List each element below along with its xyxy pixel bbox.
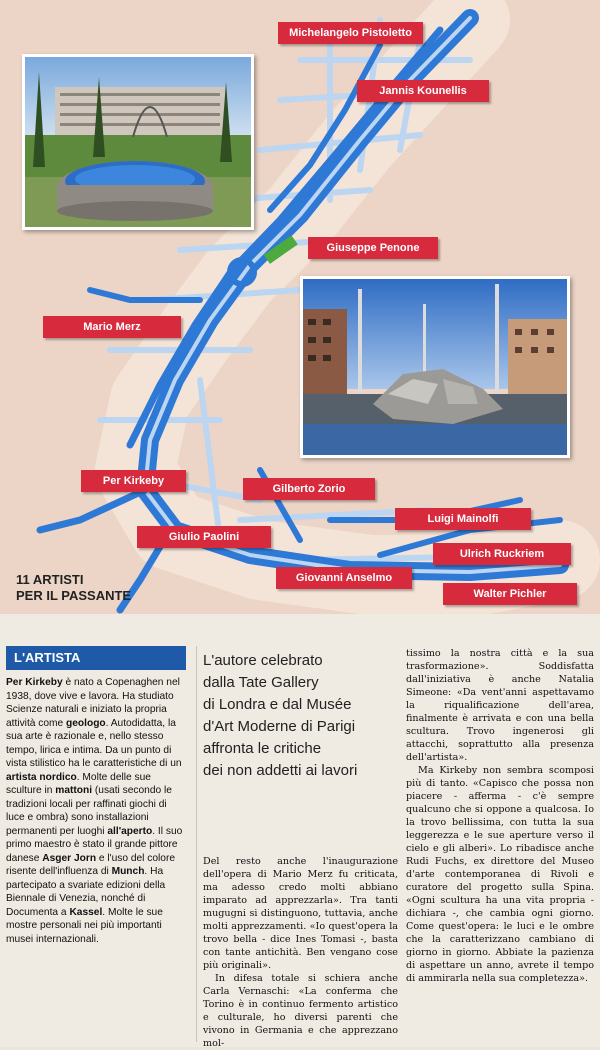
bio-highlight: Kassel [69, 906, 103, 918]
bio-text-run: . Il suo primo maestro è stato il grande pittore danese [6, 825, 183, 864]
bio-text-run: . Autodidatta, la sua arte è razionale e, nello stesso tempo, lirica e intima. Da un punto di vista stilistico ha le caratteristiche di un [6, 717, 182, 769]
bio-text-run: . Molte le sue mostre personali nei più importanti musei internazionali. [6, 906, 163, 945]
article-paragraph: In difesa totale si schiera anche Carla Vernaschi: «La conferma che Torino è in continuo fermento artistico e culturale, ho diversi parenti che vivono in Germania e che apprezzano mol- [203, 973, 398, 1049]
article-column-right [406, 647, 594, 985]
column-divider [196, 646, 197, 1042]
photo-park-fountain [22, 54, 254, 230]
bio-text-run: e l'uso del colore risente dell'influenza di [6, 852, 176, 877]
map-title [16, 572, 131, 604]
artist-label-pichler: Walter Pichler [443, 583, 577, 605]
article-paragraph: tissimo la nostra città e la sua trasformazione». Soddisfatta dall'iniziativa è anche Natalia Simeone: «Da vent'anni aspettavamo la riqualificazione dell'area, finalmente è arrivata e con una bella scultura. Trovo ingenerosi gli attacchi, soprattutto alla presenza dell'artista». [406, 648, 594, 763]
bio-highlight: artista nordico [6, 771, 77, 783]
subtitle-line: dalla Tate Gallery [203, 674, 319, 691]
bio-text-run: . Molte delle sue sculture in [6, 771, 151, 796]
bio-highlight: Per Kirkeby [6, 677, 63, 688]
artist-label-anselmo: Giovanni Anselmo [276, 567, 412, 589]
subtitle-line: L'autore celebrato [203, 652, 323, 669]
bio-text-run: è nato a Copenaghen nel 1938, dove vive e lavora. Ha studiato Scienze naturali e iniziato la propria attività come [6, 677, 180, 729]
artist-bio [6, 676, 186, 946]
artist-label-merz: Mario Merz [43, 316, 181, 338]
artist-label-kirkeby: Per Kirkeby [81, 470, 186, 492]
artist-label-kounellis: Jannis Kounellis [357, 80, 489, 102]
artist-label-ruckriem: Ulrich Ruckriem [433, 543, 571, 565]
artist-label-zorio: Gilberto Zorio [243, 478, 375, 500]
bio-highlight: all'aperto [107, 825, 153, 837]
article-paragraph: Del resto anche l'inaugurazione dell'opera di Mario Merz fu criticata, ma adesso credo molti abbiano imparato ad apprezzarla». Tra tanti mugugni si distinguono, tuttavia, anche molti apprezzamenti. «Io quest'opera la trovo bella - dice Ines Tomasi -, basta con tante antichità. Ben vengano cose più originali». [203, 856, 398, 971]
subtitle-line: dei non addetti ai lavori [203, 762, 358, 779]
map-title-line: PER IL PASSANTE [16, 588, 132, 603]
artist-label-paolini: Giulio Paolini [137, 526, 271, 548]
bio-highlight: Munch [111, 866, 145, 877]
artist-bio-text [6, 676, 186, 946]
artist-label-pistoletto: Michelangelo Pistoletto [278, 22, 423, 44]
artist-label-mainolfi: Luigi Mainolfi [395, 508, 531, 530]
bio-highlight: mattoni [55, 785, 93, 796]
bio-highlight: geologo [66, 717, 106, 729]
article-paragraph: Ma Kirkeby non sembra scomposi più di tanto. «Capisco che possa non piacere - afferma - c'è sempre qualcuno che si oppone a qualcosa. Io la trovo bellissima, con tutta la sua leggerezza e le sue aperture verso il cielo e gli alberi». Lo ribadisce anche Rudi Fuchs, ex direttore del Museo d'arte contemporanea di Rivoli e curatore del progetto sulla Spina. «Ogni scultura ha una vita propria - dichiara -, che cambia ogni giorno. Come quest'opera: le luci e le ombre che la caratterizzano cambiano di giorno in giorno. Abbiate la pazienza di aspettare un anno, avrete il tempo di ammirarla nella sua completezza». [406, 765, 594, 984]
subtitle-line: affronta le critiche [203, 740, 322, 757]
subtitle-line: di Londra e dal Musée [203, 696, 352, 713]
bio-highlight: Asger Jorn [42, 852, 97, 864]
map-title-line: 11 ARTISTI [16, 572, 84, 587]
photo-sculpture-square [300, 276, 570, 458]
article-column-middle [203, 855, 398, 1050]
artist-label-penone: Giuseppe Penone [308, 237, 438, 259]
sidebar-heading: L'ARTISTA [6, 646, 186, 670]
bio-text-run: (usati secondo le tradizioni locali per raffinati giochi di luce e ombra) sono installazioni permanenti per luoghi [6, 785, 172, 837]
subtitle-line: d'Art Moderne di Parigi [203, 718, 356, 735]
article-subtitle [203, 650, 398, 782]
bio-text-run: . Ha partecipato a svariate edizioni della Biennale di Venezia, nonché di Documenta a [6, 866, 166, 918]
